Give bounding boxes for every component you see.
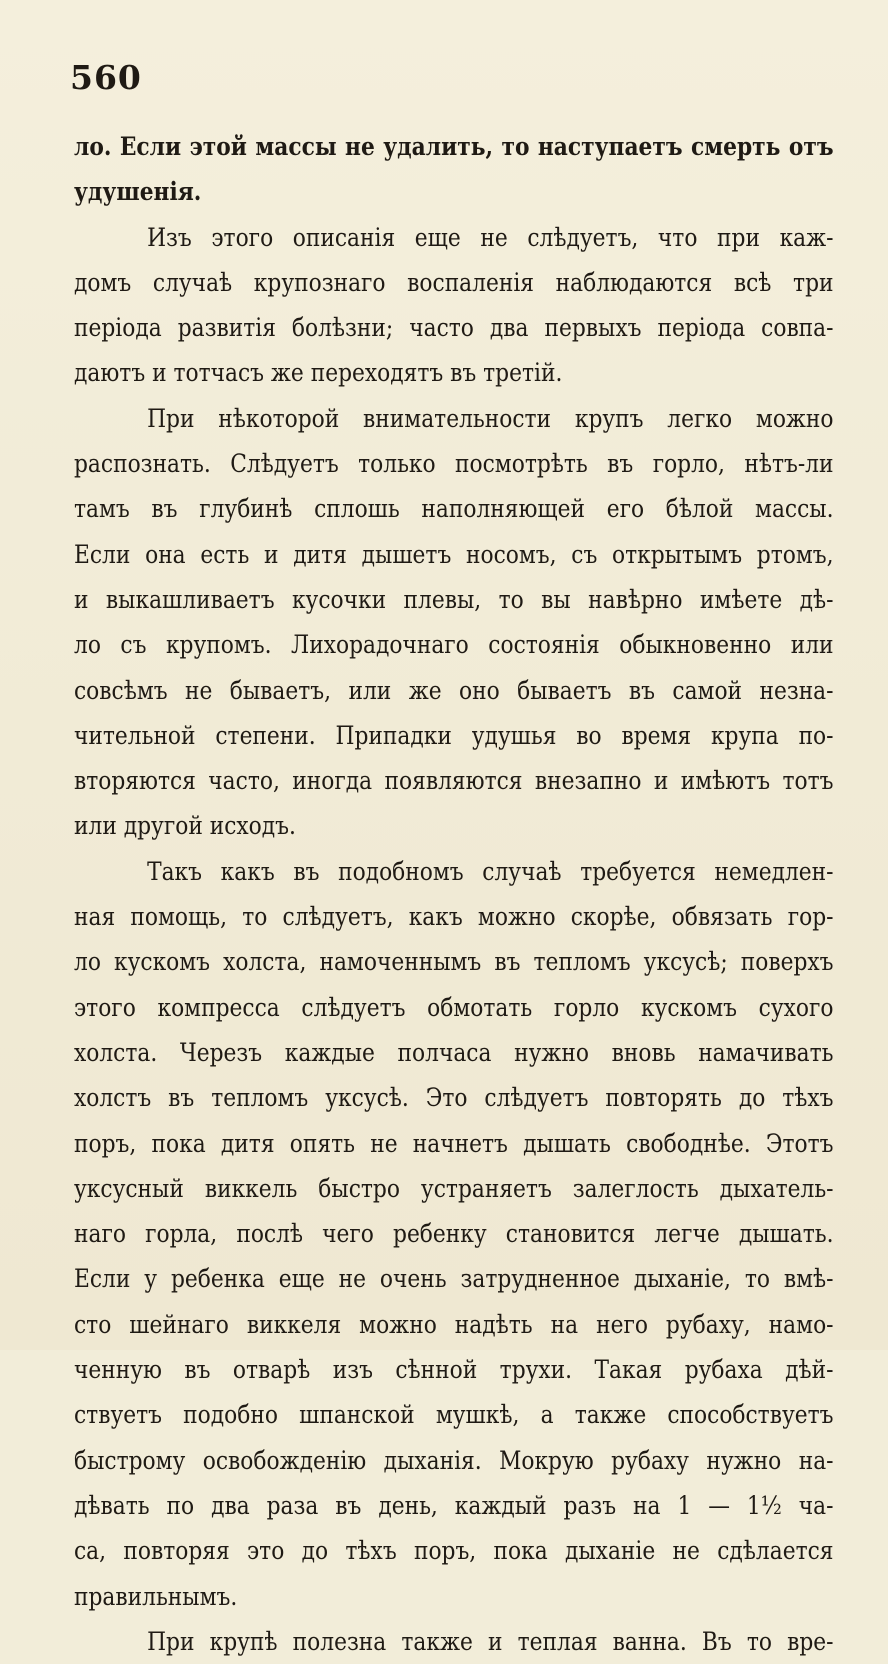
text-line: правильнымъ.: [74, 1581, 238, 1611]
text-line: чительной степени. Припадки удушья во время крупа по-: [74, 720, 834, 750]
text-line: са, повторяя это до тѣхъ поръ, пока дыханіе не сдѣлается: [74, 1536, 834, 1566]
page-number: 560: [70, 58, 142, 97]
text-line: Если у ребенка еще не очень затрудненное дыханіе, то вмѣ-: [74, 1264, 834, 1294]
text-line: удушенія.: [74, 177, 202, 207]
text-line: вторяются часто, иногда появляются внезапно и имѣютъ тотъ: [74, 766, 834, 796]
text-line: сто шейнаго виккеля можно надѣть на него рубаху, намо-: [74, 1309, 834, 1339]
text-line: этого компресса слѣдуетъ обмотать горло кускомъ сухого: [74, 992, 834, 1022]
text-line: поръ, пока дитя опять не начнетъ дышать свободнѣе. Этотъ: [74, 1128, 834, 1158]
text-line: Если она есть и дитя дышетъ носомъ, съ открытымъ ртомъ,: [74, 539, 834, 569]
text-line: даютъ и тотчасъ же переходятъ въ третій.: [74, 358, 563, 388]
text-line: дѣвать по два раза въ день, каждый разъ на 1 — 1½ ча-: [74, 1490, 834, 1520]
text-line: или другой исходъ.: [74, 811, 296, 841]
text-line: и выкашливаетъ кусочки плевы, то вы навѣрно имѣете дѣ-: [74, 584, 834, 614]
text-line: ная помощь, то слѣдуетъ, какъ можно скорѣе, обвязать гор-: [74, 902, 834, 932]
text-line: быстрому освобожденію дыханія. Мокрую рубаху нужно на-: [74, 1445, 834, 1475]
text-line: распознать. Слѣдуетъ только посмотрѣть въ горло, нѣтъ-ли: [74, 449, 834, 479]
text-line: совсѣмъ не бываетъ, или же оно бываетъ въ самой незна-: [74, 675, 834, 705]
body-text: [74, 124, 834, 1664]
text-line: При нѣкоторой внимательности крупъ легко можно: [147, 403, 834, 433]
text-line: ло. Если этой массы не удалить, то наступаетъ смерть отъ: [74, 132, 834, 161]
text-line: уксусный виккель быстро устраняетъ залеглость дыхатель-: [74, 1173, 834, 1203]
text-line: холстъ въ тепломъ уксусѣ. Это слѣдуетъ повторять до тѣхъ: [74, 1083, 834, 1113]
text-line: тамъ въ глубинѣ сплошь наполняющей его бѣлой массы.: [74, 494, 834, 524]
text-line: ченную въ отварѣ изъ сѣнной трухи. Такая рубаха дѣй-: [74, 1355, 834, 1385]
text-line: При крупѣ полезна также и теплая ванна. Въ то вре-: [147, 1626, 834, 1656]
text-line: ствуетъ подобно шпанской мушкѣ, а также способствуетъ: [74, 1400, 834, 1430]
text-line: холста. Черезъ каждые полчаса нужно вновь намачивать: [74, 1037, 834, 1067]
text-line: Изъ этого описанія еще не слѣдуетъ, что при каж-: [147, 222, 834, 252]
text-line: Такъ какъ въ подобномъ случаѣ требуется немедлен-: [147, 856, 834, 886]
text-line: наго горла, послѣ чего ребенку становится легче дышать.: [74, 1219, 834, 1249]
text-line: ло кускомъ холста, намоченнымъ въ тепломъ уксусѣ; поверхъ: [74, 947, 834, 977]
text-line: періода развитія болѣзни; часто два первыхъ періода совпа-: [74, 313, 834, 343]
text-line: домъ случаѣ крупознаго воспаленія наблюдаются всѣ три: [74, 267, 834, 297]
text-line: ло съ крупомъ. Лихорадочнаго состоянія обыкновенно или: [74, 630, 834, 660]
